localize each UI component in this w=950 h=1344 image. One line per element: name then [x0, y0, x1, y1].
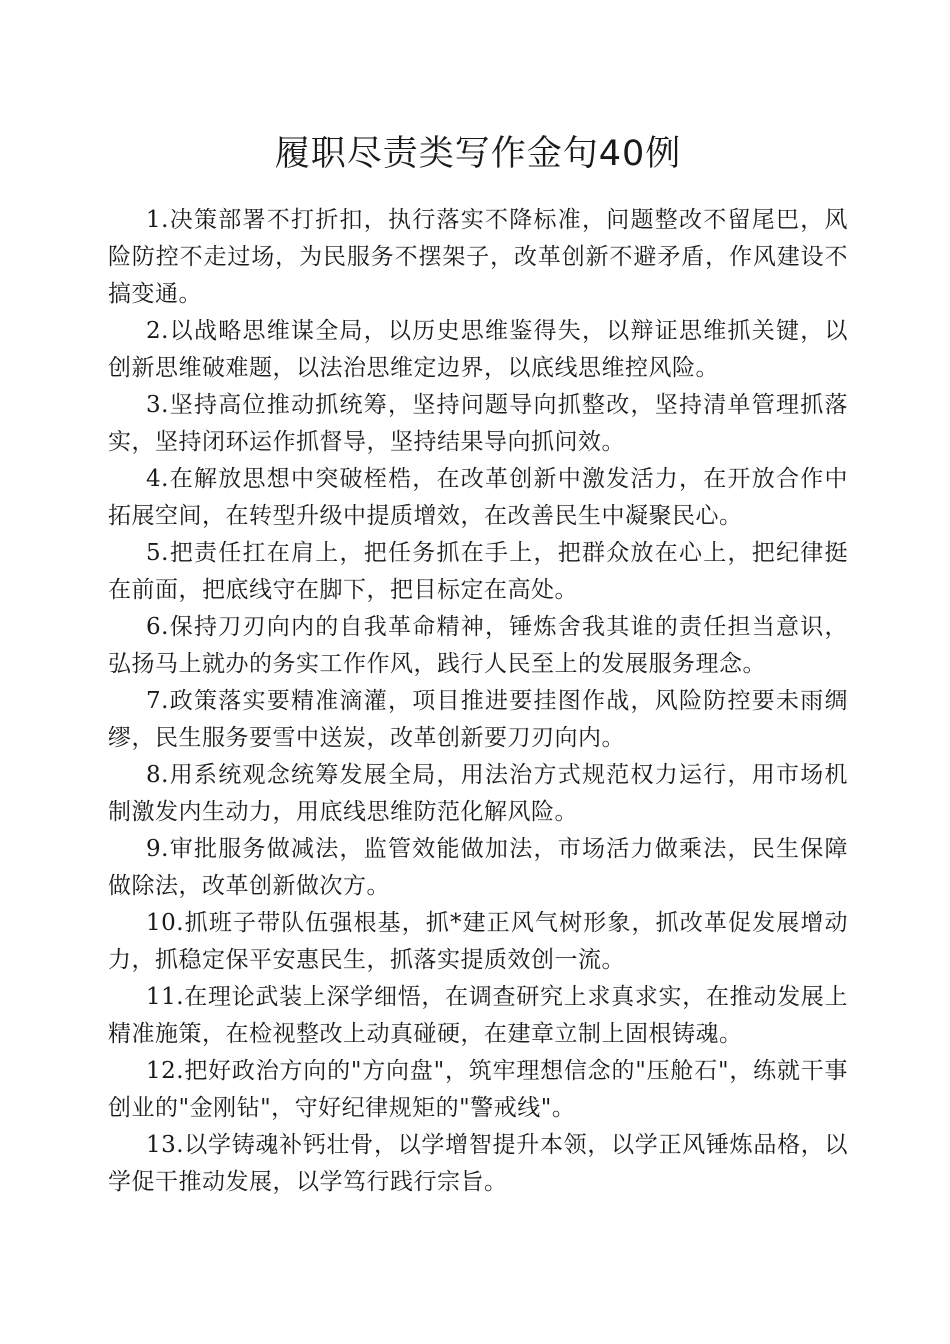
document-page: [108, 128, 848, 1201]
list-item: 10.抓班子带队伍强根基，抓*建正风气树形象，抓改革促发展增动力，抓稳定保平安惠民生，抓落实提质效创一流。: [108, 910, 848, 973]
list-item: 8.用系统观念统筹发展全局，用法治方式规范权力运行，用市场机制激发内生动力，用底线思维防范化解风险。: [108, 762, 848, 825]
list-item: 5.把责任扛在肩上，把任务抓在手上，把群众放在心上，把纪律挺在前面，把底线守在脚下，把目标定在高处。: [108, 540, 848, 603]
list-item: 11.在理论武装上深学细悟，在调查研究上求真求实，在推动发展上精准施策，在检视整改上动真碰硬，在建章立制上固根铸魂。: [108, 984, 848, 1047]
list-item: 13.以学铸魂补钙壮骨，以学增智提升本领，以学正风锤炼品格，以学促干推动发展，以学笃行践行宗旨。: [108, 1132, 848, 1195]
list-item: 1.决策部署不打折扣，执行落实不降标准，问题整改不留尾巴，风险防控不走过场，为民服务不摆架子，改革创新不避矛盾，作风建设不搞变通。: [108, 207, 848, 307]
list-item: 12.把好政治方向的"方向盘"，筑牢理想信念的"压舱石"，练就干事创业的"金刚钻"，守好纪律规矩的"警戒线"。: [108, 1058, 848, 1121]
list-item: 4.在解放思想中突破桎梏，在改革创新中激发活力，在开放合作中拓展空间，在转型升级中提质增效，在改善民生中凝聚民心。: [108, 466, 848, 529]
list-item: 6.保持刀刃向内的自我革命精神，锤炼舍我其谁的责任担当意识，弘扬马上就办的务实工作作风，践行人民至上的发展服务理念。: [108, 614, 848, 677]
list-item: 9.审批服务做减法，监管效能做加法，市场活力做乘法，民生保障做除法，改革创新做次方。: [108, 836, 848, 899]
document-title: 履职尽责类写作金句40例: [274, 134, 682, 174]
list-item: 2.以战略思维谋全局，以历史思维鉴得失，以辩证思维抓关键，以创新思维破难题，以法治思维定边界，以底线思维控风险。: [108, 318, 848, 381]
list-item: 3.坚持高位推动抓统筹，坚持问题导向抓整改，坚持清单管理抓落实，坚持闭环运作抓督导，坚持结果导向抓问效。: [108, 392, 848, 455]
list-item: 7.政策落实要精准滴灌，项目推进要挂图作战，风险防控要未雨绸缪，民生服务要雪中送炭，改革创新要刀刃向内。: [108, 688, 848, 751]
